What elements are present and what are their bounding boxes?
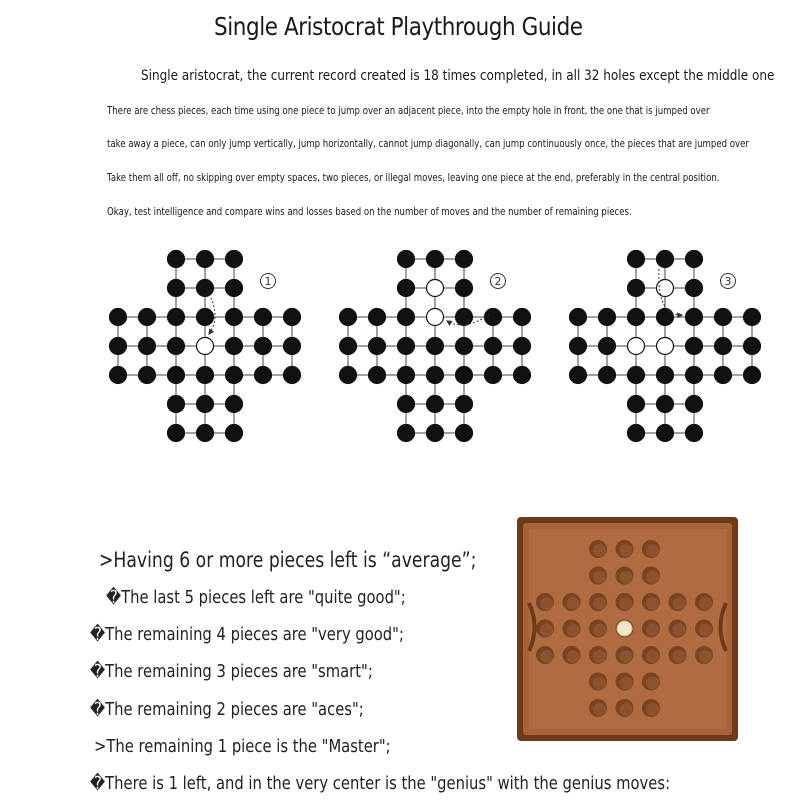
rating-master: >The remaining 1 piece is the "Master"; bbox=[94, 736, 391, 757]
rating-genius: �There is 1 left, and in the very center is the "genius" with the genius moves: bbox=[90, 773, 671, 794]
peg bbox=[744, 309, 761, 326]
peg-solitaire-board-image bbox=[515, 515, 740, 743]
peg bbox=[715, 367, 732, 384]
peg bbox=[427, 396, 444, 413]
peg bbox=[686, 338, 703, 355]
peg bbox=[686, 396, 703, 413]
peg bbox=[226, 338, 243, 355]
peg bbox=[255, 367, 272, 384]
peg bbox=[197, 251, 214, 268]
peg bbox=[599, 338, 616, 355]
peg bbox=[715, 338, 732, 355]
peg bbox=[686, 309, 703, 326]
peg bbox=[657, 425, 674, 442]
peg bbox=[628, 367, 645, 384]
diagram-2 bbox=[340, 251, 531, 442]
peg bbox=[226, 309, 243, 326]
peg bbox=[427, 251, 444, 268]
peg bbox=[628, 309, 645, 326]
peg bbox=[657, 396, 674, 413]
peg bbox=[456, 280, 473, 297]
peg bbox=[197, 425, 214, 442]
peg bbox=[340, 309, 357, 326]
peg bbox=[657, 367, 674, 384]
peg bbox=[369, 338, 386, 355]
peg bbox=[628, 425, 645, 442]
empty-hole bbox=[197, 338, 214, 355]
rating-very-good: �The remaining 4 pieces are "very good"; bbox=[90, 624, 404, 645]
peg bbox=[197, 367, 214, 384]
peg bbox=[514, 367, 531, 384]
peg bbox=[168, 338, 185, 355]
peg bbox=[226, 425, 243, 442]
peg bbox=[456, 425, 473, 442]
empty-hole bbox=[657, 338, 674, 355]
rating-smart: �The remaining 3 pieces are "smart"; bbox=[90, 661, 373, 682]
peg bbox=[168, 367, 185, 384]
peg bbox=[570, 309, 587, 326]
peg bbox=[744, 338, 761, 355]
peg bbox=[226, 251, 243, 268]
peg bbox=[255, 338, 272, 355]
peg bbox=[398, 425, 415, 442]
peg bbox=[168, 280, 185, 297]
peg bbox=[340, 367, 357, 384]
empty-hole bbox=[427, 309, 444, 326]
peg bbox=[139, 367, 156, 384]
peg bbox=[139, 338, 156, 355]
peg bbox=[456, 309, 473, 326]
peg bbox=[110, 309, 127, 326]
rating-aces: �The remaining 2 pieces are "aces"; bbox=[90, 699, 364, 720]
empty-hole bbox=[628, 338, 645, 355]
peg bbox=[485, 309, 502, 326]
rules-paragraph-2: take away a piece, can only jump vertically, jump horizontally, cannot jump diagonally, can jump continuously once, the pieces that are jumped over bbox=[107, 137, 749, 150]
peg bbox=[456, 367, 473, 384]
peg bbox=[398, 280, 415, 297]
peg bbox=[456, 338, 473, 355]
peg bbox=[197, 396, 214, 413]
peg bbox=[398, 338, 415, 355]
peg bbox=[686, 425, 703, 442]
peg bbox=[427, 338, 444, 355]
peg bbox=[168, 396, 185, 413]
peg bbox=[226, 280, 243, 297]
peg bbox=[715, 309, 732, 326]
peg bbox=[398, 396, 415, 413]
rating-average: >Having 6 or more pieces left is “average”; bbox=[99, 548, 477, 572]
peg bbox=[686, 280, 703, 297]
peg bbox=[197, 309, 214, 326]
peg bbox=[139, 309, 156, 326]
peg bbox=[226, 367, 243, 384]
peg bbox=[570, 367, 587, 384]
peg bbox=[514, 309, 531, 326]
peg bbox=[168, 425, 185, 442]
empty-hole bbox=[427, 280, 444, 297]
rating-quite-good: �The last 5 pieces left are "quite good"; bbox=[106, 587, 406, 608]
peg bbox=[514, 338, 531, 355]
peg bbox=[599, 367, 616, 384]
peg bbox=[168, 309, 185, 326]
peg bbox=[168, 251, 185, 268]
peg bbox=[657, 309, 674, 326]
peg bbox=[599, 309, 616, 326]
peg bbox=[657, 251, 674, 268]
step-label: 1 bbox=[264, 275, 272, 288]
peg bbox=[255, 309, 272, 326]
diagram-3 bbox=[570, 251, 761, 442]
peg bbox=[570, 338, 587, 355]
peg bbox=[110, 367, 127, 384]
peg bbox=[369, 367, 386, 384]
rules-paragraph-3: Take them all off, no skipping over empty spaces, two pieces, or illegal moves, leaving one piece at the end, preferably in the central position. bbox=[107, 171, 720, 184]
peg bbox=[686, 251, 703, 268]
marble-piece bbox=[617, 621, 632, 636]
peg bbox=[456, 251, 473, 268]
rules-paragraph-4: Okay, test intelligence and compare wins and losses based on the number of moves and the number of remaining pieces. bbox=[107, 205, 632, 218]
peg bbox=[628, 251, 645, 268]
peg bbox=[369, 309, 386, 326]
peg bbox=[284, 367, 301, 384]
peg bbox=[284, 338, 301, 355]
peg bbox=[398, 251, 415, 268]
peg bbox=[226, 396, 243, 413]
peg bbox=[340, 338, 357, 355]
peg bbox=[398, 309, 415, 326]
peg bbox=[398, 367, 415, 384]
peg bbox=[110, 338, 127, 355]
peg bbox=[628, 396, 645, 413]
page-title: Single Aristocrat Playthrough Guide bbox=[214, 12, 583, 41]
peg bbox=[427, 367, 444, 384]
peg bbox=[456, 396, 473, 413]
step-label: 3 bbox=[724, 275, 732, 288]
peg bbox=[744, 367, 761, 384]
peg bbox=[284, 309, 301, 326]
peg bbox=[628, 280, 645, 297]
move-diagrams bbox=[0, 240, 800, 450]
peg bbox=[686, 367, 703, 384]
rules-paragraph-1: There are chess pieces, each time using one piece to jump over an adjacent piece, into the empty hole in front, the one that is jumped over bbox=[107, 104, 710, 117]
diagram-1 bbox=[110, 251, 301, 442]
peg bbox=[485, 367, 502, 384]
peg bbox=[485, 338, 502, 355]
peg bbox=[427, 425, 444, 442]
step-label: 2 bbox=[494, 275, 502, 288]
subtitle: Single aristocrat, the current record created is 18 times completed, in all 32 holes except the middle one bbox=[141, 68, 775, 84]
peg bbox=[197, 280, 214, 297]
